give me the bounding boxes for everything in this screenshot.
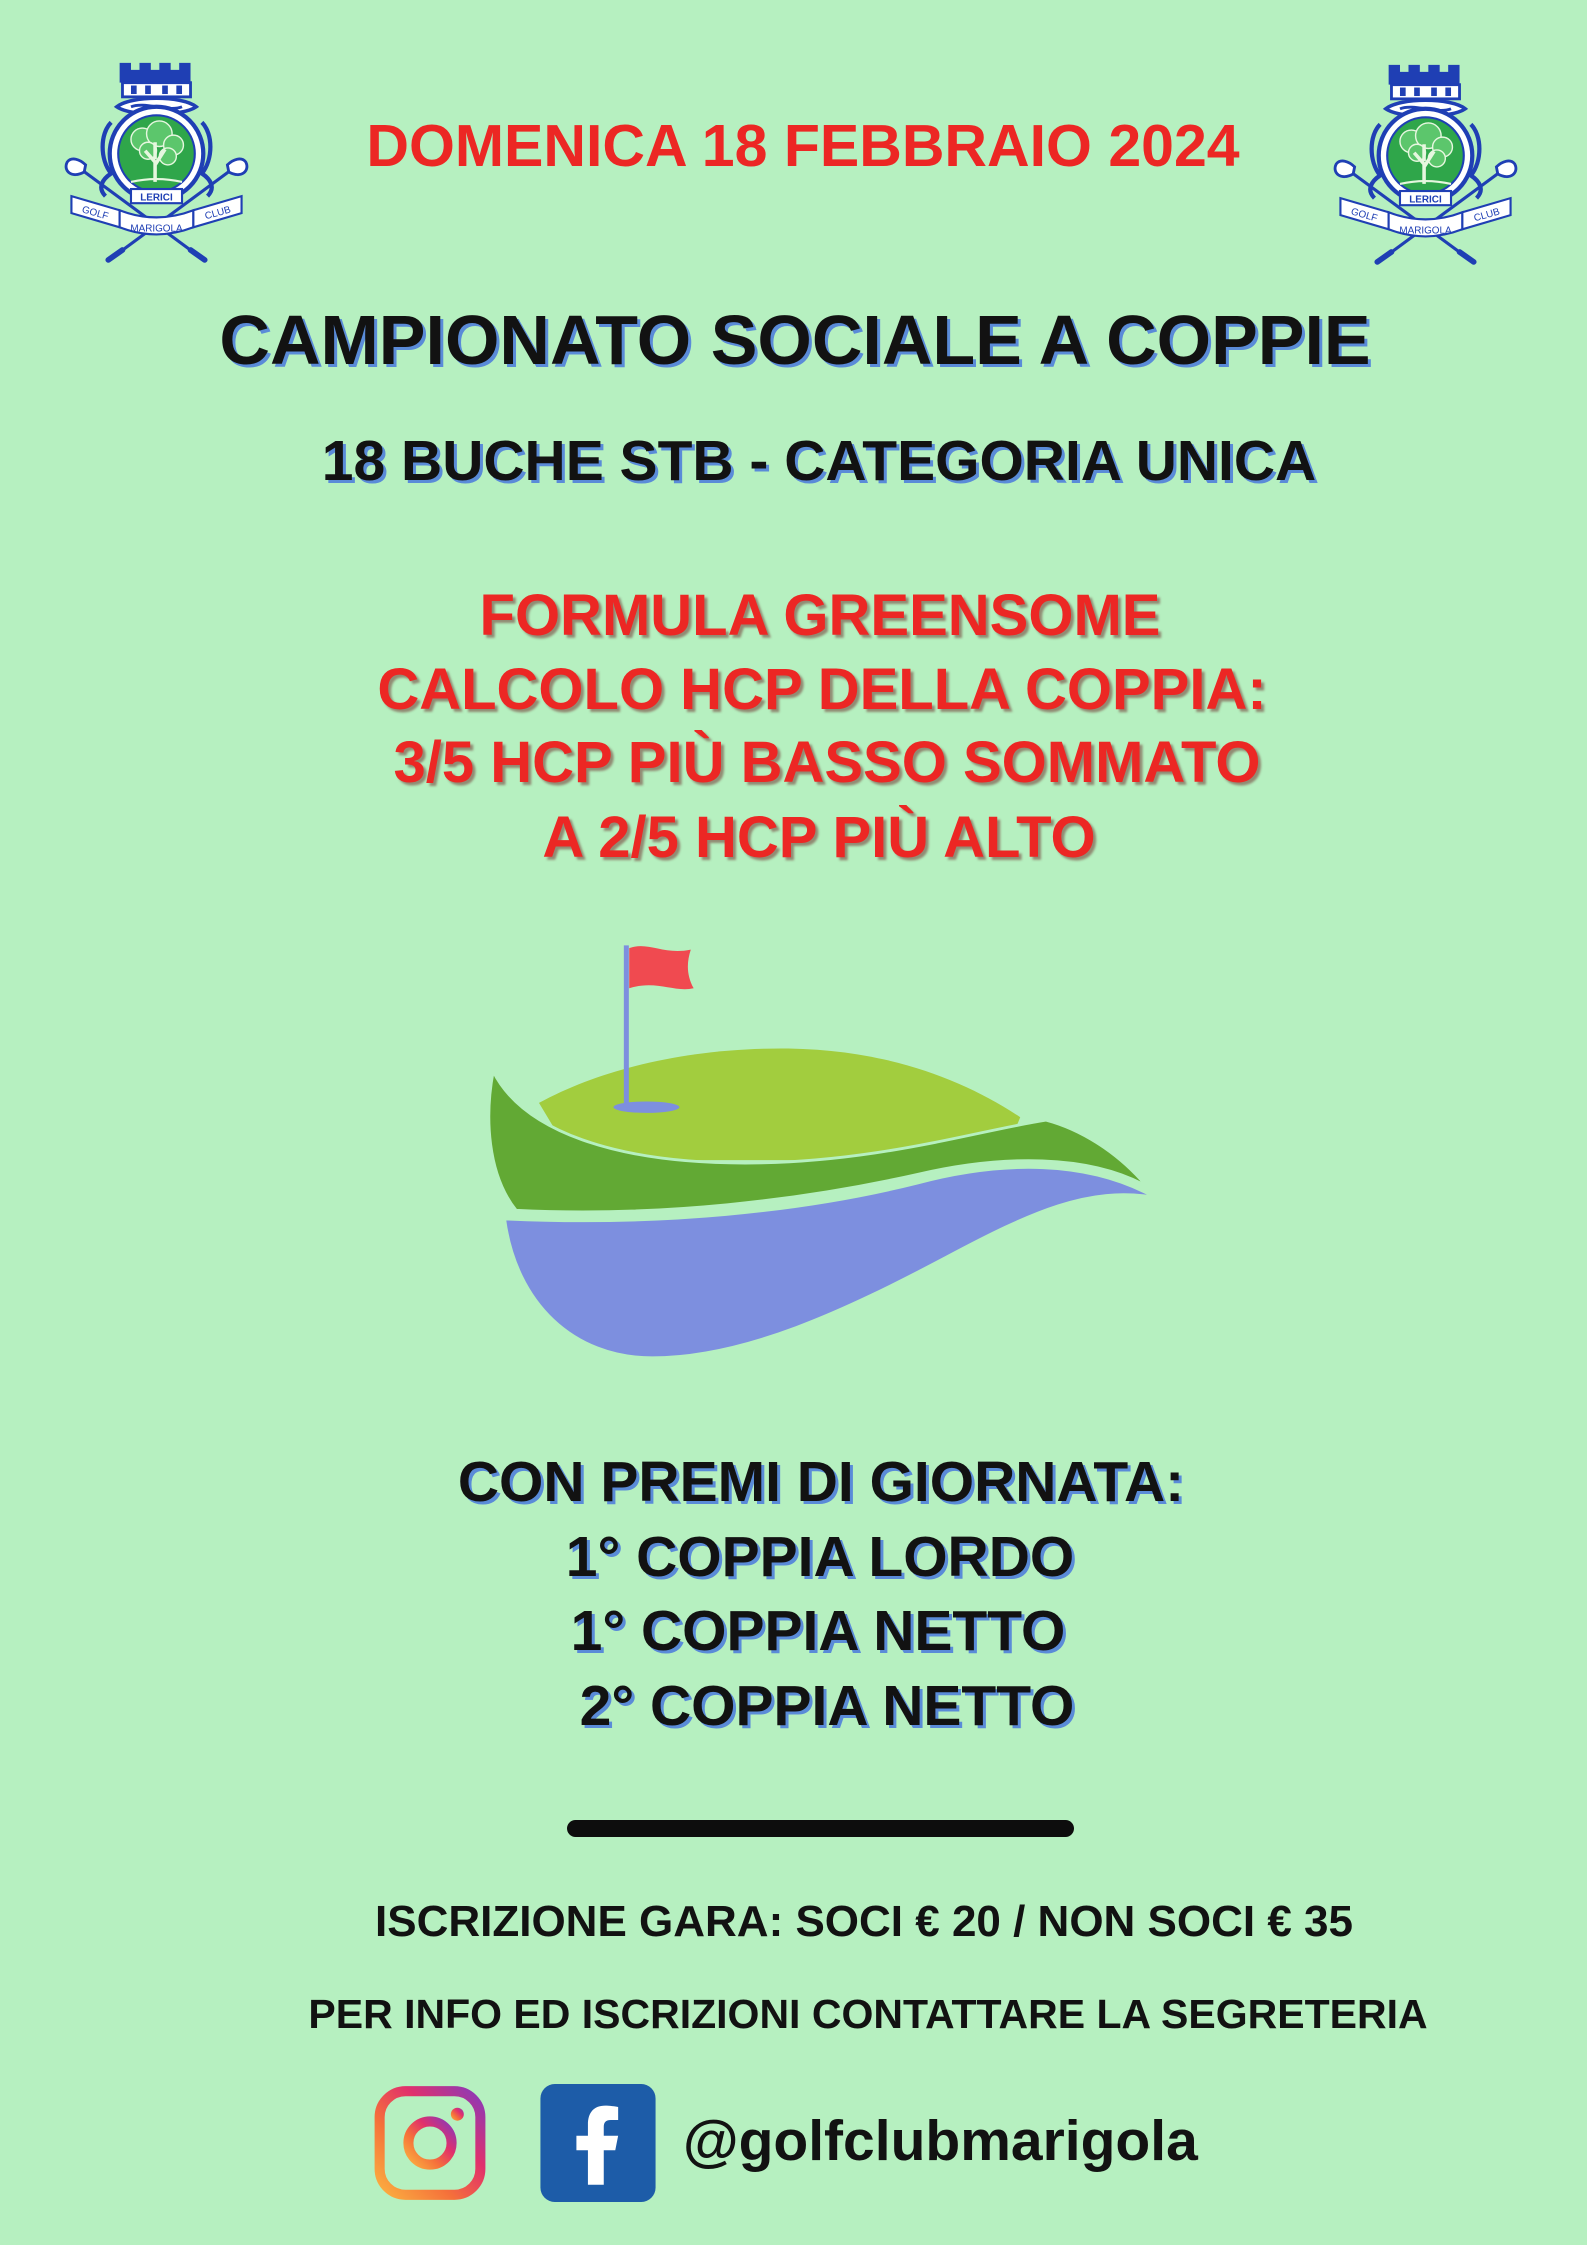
prize-item: 1° COPPIA LORDO (565, 1525, 1075, 1589)
event-subtitle: 18 BUCHE STB - CATEGORIA UNICA (321, 429, 1317, 493)
logo-right-word: CLUB (203, 204, 233, 223)
logo-town-text: LERICI (1409, 194, 1442, 206)
formula-line: A 2/5 HCP PIÙ ALTO (542, 805, 1096, 870)
facebook-icon (540, 2084, 656, 2202)
logo-left-word: GOLF (80, 204, 110, 223)
logo-center-word: MARIGOLA (130, 223, 183, 235)
formula-line: CALCOLO HCP DELLA COPPIA: (377, 657, 1267, 722)
instagram-icon (372, 2084, 488, 2202)
logo-right-word: CLUB (1472, 206, 1502, 225)
event-title: CAMPIONATO SOCIALE A COPPIE (219, 301, 1371, 379)
hole (613, 1101, 679, 1112)
logo-town-text: LERICI (140, 192, 173, 204)
social-handle: @golfclubmarigola (683, 2109, 1198, 2173)
flag (629, 946, 693, 989)
entry-fee: ISCRIZIONE GARA: SOCI € 20 / NON SOCI € 35 (375, 1897, 1353, 1946)
divider (567, 1820, 1074, 1837)
formula-line: FORMULA GREENSOME (479, 583, 1161, 648)
prize-item: 2° COPPIA NETTO (579, 1674, 1075, 1738)
logo-center-word: MARIGOLA (1399, 225, 1452, 237)
prizes-heading: CON PREMI DI GIORNATA: (457, 1450, 1185, 1514)
golf-green-flag-icon (473, 931, 1175, 1375)
info-contact: PER INFO ED ISCRIZIONI CONTATTARE LA SEGRETERIA (308, 1991, 1428, 2037)
prize-item: 1° COPPIA NETTO (570, 1599, 1066, 1663)
event-date: DOMENICA 18 FEBBRAIO 2024 (366, 113, 1240, 179)
logo-left-word: GOLF (1349, 206, 1379, 225)
formula-line: 3/5 HCP PIÙ BASSO SOMMATO (393, 730, 1261, 795)
